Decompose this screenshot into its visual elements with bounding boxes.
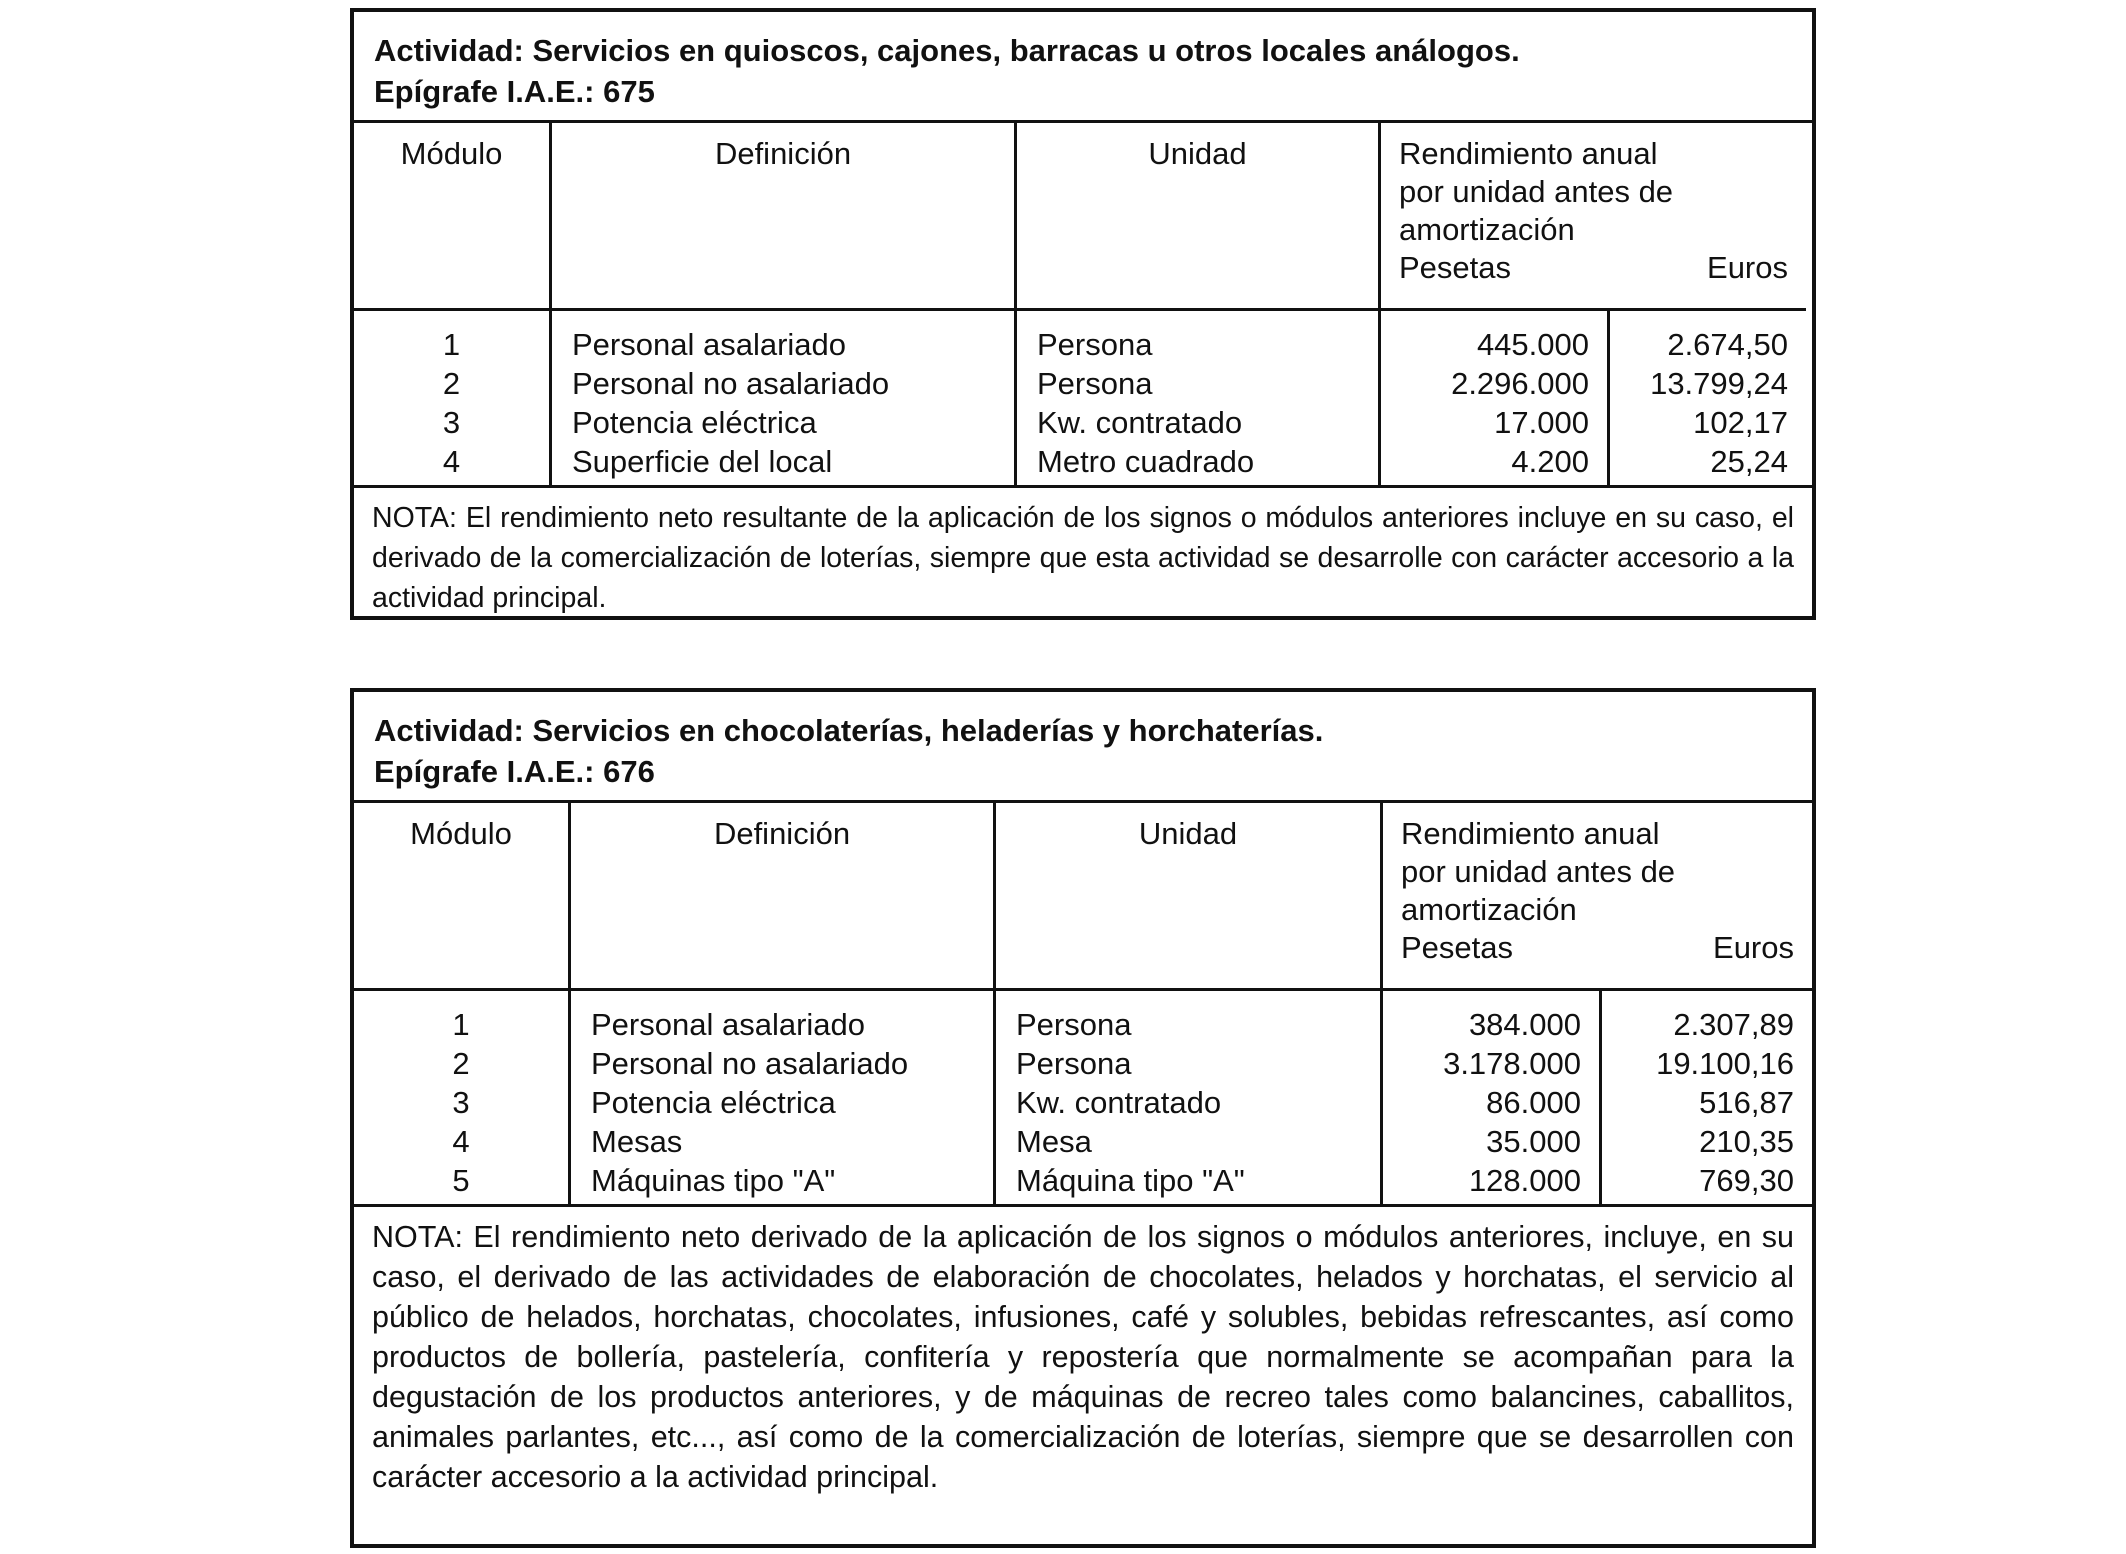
- table-cell: Superficie del local: [572, 444, 833, 479]
- activity-title: Actividad: Servicios en chocolaterías, heladerías y horchaterías.: [374, 713, 1324, 748]
- table-cell: 4: [442, 444, 461, 479]
- column-header-definicion: Definición: [571, 803, 996, 991]
- table-cell: 19.100,16: [1656, 1046, 1794, 1081]
- column-header-rendimiento: [1383, 803, 1812, 991]
- table-cell: Máquina tipo "A": [1016, 1163, 1245, 1198]
- table-cell: Personal asalariado: [572, 327, 847, 362]
- table-cell: Mesas: [591, 1124, 683, 1159]
- column-header-modulo: Módulo: [354, 803, 571, 991]
- column-header-unidad: Unidad: [1017, 123, 1381, 311]
- column-pesetas-values: [1383, 991, 1602, 1204]
- table-cell: 4.200: [1511, 444, 1589, 479]
- table-cell: 13.799,24: [1650, 366, 1788, 401]
- column-unidad-values: [1017, 311, 1381, 485]
- table-cell: 3: [452, 1085, 470, 1120]
- table-cell: 2: [442, 366, 461, 401]
- table-cell: 86.000: [1486, 1085, 1581, 1120]
- table-cell: 769,30: [1699, 1163, 1794, 1198]
- column-pesetas-values: [1381, 311, 1610, 485]
- table-cell: Persona: [1037, 366, 1153, 401]
- rendimiento-line: amortización: [1399, 212, 1575, 247]
- table-cell: 3: [442, 405, 461, 440]
- table-cell: Kw. contratado: [1016, 1085, 1222, 1120]
- rendimiento-subheaders: [1399, 249, 1788, 287]
- column-euros-values: [1602, 991, 1812, 1204]
- table-cell: Mesa: [1016, 1124, 1092, 1159]
- table-epigrafe-676: [350, 688, 1816, 1548]
- rendimiento-line: amortización: [1401, 892, 1577, 927]
- column-header-definicion: Definición: [552, 123, 1017, 311]
- table-cell: 25,24: [1710, 444, 1788, 479]
- table-cell: 1: [452, 1007, 470, 1042]
- column-header-rendimiento: [1381, 123, 1806, 311]
- table-cell: 35.000: [1486, 1124, 1581, 1159]
- table-cell: 384.000: [1468, 1007, 1581, 1042]
- modules-table: [354, 803, 1812, 1207]
- table-cell: Personal no asalariado: [572, 366, 890, 401]
- activity-title: Actividad: Servicios en quioscos, cajones, barracas u otros locales análogos.: [374, 33, 1520, 68]
- table-note: NOTA: El rendimiento neto derivado de la aplicación de los signos o módulos anteriores, incluye, en su caso, el derivado de las actividades de elaboración de chocolates, helados y horchatas, el servicio al público de helados, horchatas, chocolates, infusiones, café y solubles, bebidas refrescantes, así como productos de bollería, pastelería, confitería y repostería que normalmente se acompañan para la degustación de los productos anteriores, y de máquinas de recreo tales como balancines, caballitos, animales parlantes, etc..., así como de la comercialización de loterías, siempre que se desarrollen con carácter accesorio a la actividad principal.: [372, 1220, 1794, 1494]
- table-cell: 2.296.000: [1451, 366, 1589, 401]
- table-cell: 17.000: [1494, 405, 1589, 440]
- table-cell: 4: [452, 1124, 470, 1159]
- table-cell: 210,35: [1699, 1124, 1794, 1159]
- column-modulo-values: [354, 991, 571, 1204]
- rendimiento-line: Rendimiento anual: [1401, 816, 1660, 851]
- table-cell: Persona: [1016, 1007, 1132, 1042]
- table-cell: 445.000: [1476, 327, 1589, 362]
- activity-header: [354, 692, 1812, 803]
- subheader-euros: Euros: [1707, 250, 1788, 285]
- table-cell: Metro cuadrado: [1037, 444, 1255, 479]
- subheader-pesetas: Pesetas: [1399, 250, 1512, 285]
- subheader-pesetas: Pesetas: [1401, 930, 1514, 965]
- rendimiento-line: por unidad antes de: [1399, 174, 1674, 209]
- table-cell: Personal asalariado: [591, 1007, 866, 1042]
- table-cell: Persona: [1016, 1046, 1132, 1081]
- table-cell: 1: [442, 327, 461, 362]
- column-modulo-values: [354, 311, 552, 485]
- rendimiento-line: Rendimiento anual: [1399, 136, 1658, 171]
- column-euros-values: [1610, 311, 1806, 485]
- table-cell: Potencia eléctrica: [591, 1085, 836, 1120]
- table-cell: 5: [452, 1163, 470, 1198]
- column-definicion-values: [571, 991, 996, 1204]
- column-header-unidad: Unidad: [996, 803, 1383, 991]
- table-cell: Kw. contratado: [1037, 405, 1243, 440]
- table-cell: Potencia eléctrica: [572, 405, 817, 440]
- table-cell: 2: [452, 1046, 470, 1081]
- column-unidad-values: [996, 991, 1383, 1204]
- table-cell: 128.000: [1468, 1163, 1581, 1198]
- column-header-modulo: Módulo: [354, 123, 552, 311]
- rendimiento-line: por unidad antes de: [1401, 854, 1676, 889]
- modules-table: [354, 123, 1812, 488]
- epigrafe-label: Epígrafe I.A.E.: 676: [374, 754, 655, 789]
- activity-header: [354, 12, 1812, 123]
- rendimiento-subheaders: [1401, 929, 1794, 967]
- column-definicion-values: [552, 311, 1017, 485]
- epigrafe-label: Epígrafe I.A.E.: 675: [374, 74, 655, 109]
- table-cell: 516,87: [1699, 1085, 1794, 1120]
- table-cell: 2.674,50: [1667, 327, 1788, 362]
- table-note: NOTA: El rendimiento neto resultante de la aplicación de los signos o módulos anteriores incluye en su caso, el derivado de la comercialización de loterías, siempre que esta actividad se desarrolle con carácter accesorio a la actividad principal.: [372, 502, 1794, 614]
- table-epigrafe-675: [350, 8, 1816, 620]
- table-cell: Máquinas tipo "A": [591, 1163, 836, 1198]
- subheader-euros: Euros: [1713, 930, 1794, 965]
- table-cell: Personal no asalariado: [591, 1046, 909, 1081]
- table-cell: 102,17: [1693, 405, 1788, 440]
- table-cell: 2.307,89: [1673, 1007, 1794, 1042]
- table-cell: 3.178.000: [1443, 1046, 1581, 1081]
- table-cell: Persona: [1037, 327, 1153, 362]
